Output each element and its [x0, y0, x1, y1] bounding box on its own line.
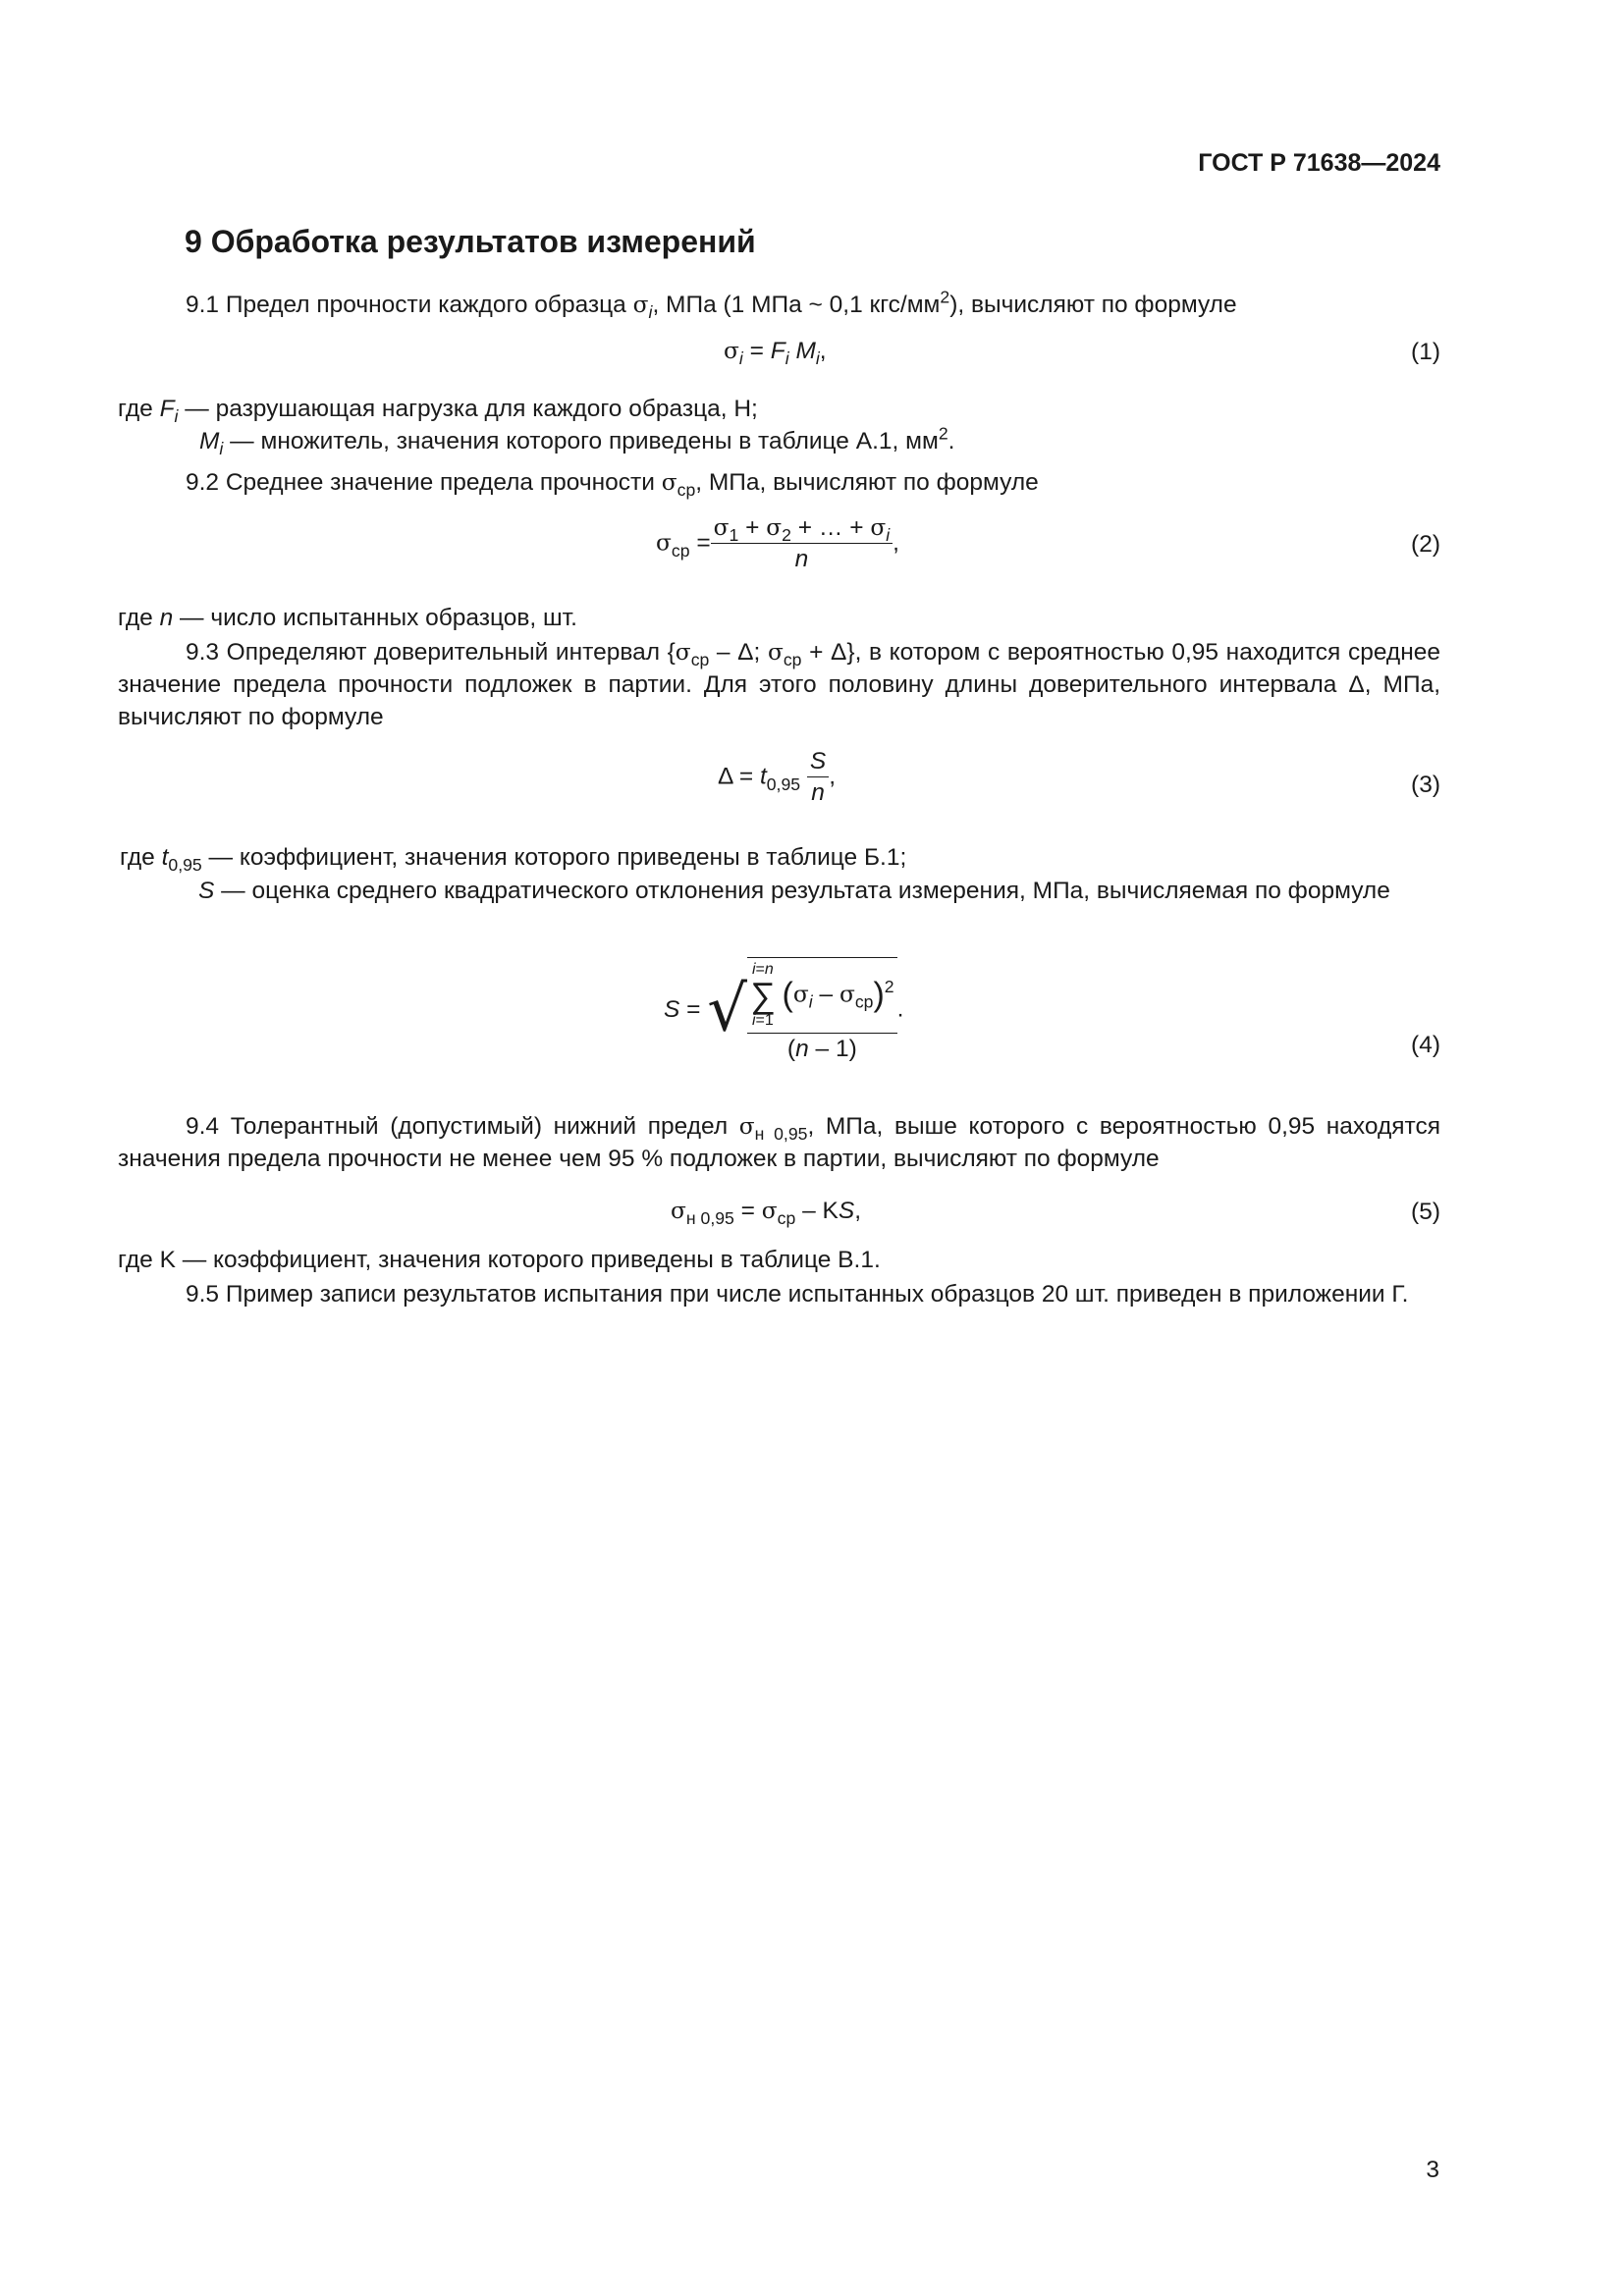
formula-1: $\sigma_i = F_i$ $M_i$, [724, 338, 827, 369]
where-k: где K — коэффициент, значения которого приведены в таблице В.1. [118, 1247, 881, 1273]
paragraph-9-3: 9.3 Определяют доверительный интервал {$\sigma_{ср}$ – Δ; $\sigma_{ср} + \Delta$}, в котором с вероятностью 0,95 находится среднее значение предела прочности подложек в партии. Для этого половину длины доверительного интервала Δ, МПа, вычисляют по формуле [118, 639, 1440, 730]
where-t: где $t_{0,95}$ — коэффициент, значения которого приведены в таблице Б.1; [120, 844, 907, 876]
paragraph-9-5: 9.5 Пример записи результатов испытания при числе испытанных образцов 20 шт. приведен в приложении Г. [186, 1281, 1409, 1308]
formula-2-number: (2) [1411, 531, 1440, 558]
formula-4: S = √ i=n ∑ i=1 $(\sigma_i - \sigma_{ср})^2$ (n – 1) . [664, 957, 903, 1063]
formula-3-number: (3) [1411, 772, 1440, 798]
formula-1-number: (1) [1411, 339, 1440, 365]
where-fi: где $F_i$ — разрушающая нагрузка для каждого образца, Н; [118, 396, 758, 427]
paragraph-9-1: 9.1 Предел прочности каждого образца $\sigma_i$, МПа (1 МПа ~ 0,1 кгс/$мм^2$), вычисляют по формуле [186, 287, 1237, 323]
where-n: где n — число испытанных образцов, шт. [118, 605, 577, 631]
section-title: 9 Обработка результатов измерений [185, 224, 756, 259]
where-s: S — оценка среднего квадратического отклонения результата измерения, МПа, вычисляемая по формуле [198, 878, 1390, 904]
paragraph-9-4: 9.4 Толерантный (допустимый) нижний предел $\sigma_{н 0,95}$, МПа, выше которого с вероятностью 0,95 находятся значения предела прочности не менее чем 95 % подложек в партии, вычисляют по формуле [118, 1113, 1440, 1172]
formula-5-number: (5) [1411, 1199, 1440, 1225]
formula-2: $\sigma_{ср}$ = $\frac{\sigma_1 + \sigma_2 + \dots + \sigma_i}{n}$ , [656, 514, 899, 573]
formula-5: $\sigma_{н 0,95} = \sigma_{ср}$ – KS, [671, 1198, 862, 1229]
formula-4-number: (4) [1411, 1032, 1440, 1058]
formula-3: $\Delta = t_{0,95}$ $\frac{S}{n}$ , [718, 748, 837, 807]
where-mi: $M_i$ — множитель, значения которого приведены в таблице А.1, $мм^2$. [199, 423, 955, 459]
paragraph-9-2: 9.2 Среднее значение предела прочности $\sigma_{ср}$, МПа, вычисляют по формуле [186, 469, 1039, 501]
standard-code: ГОСТ Р 71638—2024 [1198, 149, 1440, 177]
page-number: 3 [1426, 2157, 1439, 2183]
